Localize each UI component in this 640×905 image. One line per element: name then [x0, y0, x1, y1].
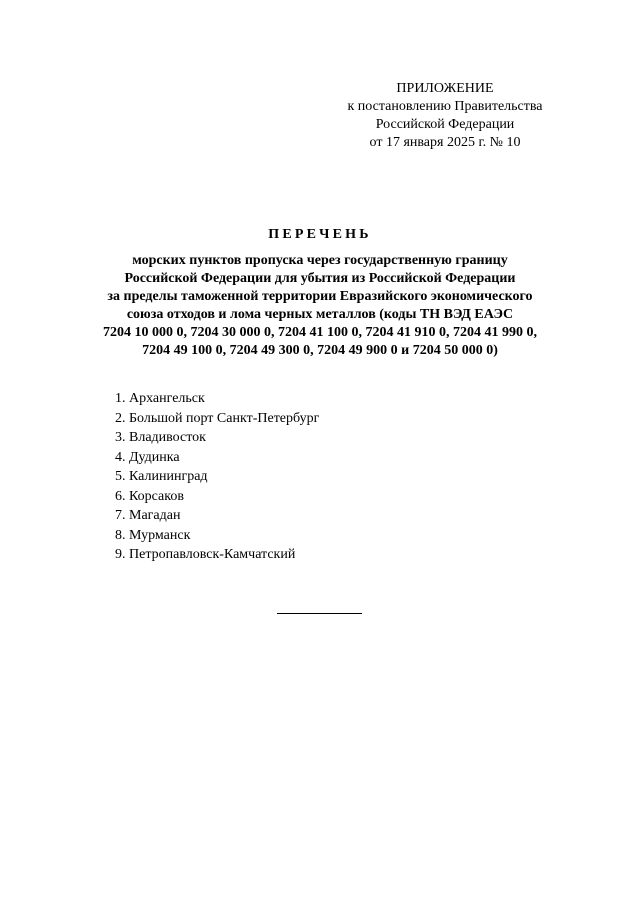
subtitle-line: 7204 10 000 0, 7204 30 000 0, 7204 41 100 0, 7204 41 910 0, 7204 41 990 0,: [103, 325, 537, 340]
list-item: 7. Магадан: [115, 508, 181, 523]
list-item: 2. Большой порт Санкт-Петербург: [115, 410, 320, 426]
list-item: 4. Дудинка: [115, 449, 180, 465]
document-title-block: [40, 226, 600, 360]
subtitle-line: 7204 49 100 0, 7204 49 300 0, 7204 49 900 0 и 7204 50 000 0): [142, 343, 498, 358]
subtitle-line: союза отходов и лома черных металлов (коды ТН ВЭД ЕАЭС: [126, 307, 514, 322]
appendix-resolution-line: к постановлению Правительства: [347, 99, 543, 114]
list-item: 8. Мурманск: [115, 527, 191, 543]
subtitle-line: Российской Федерации для убытия из Российской Федерации: [124, 271, 516, 286]
subtitle-line: морских пунктов пропуска через государственную границу: [132, 253, 508, 268]
document-subtitle: [40, 252, 600, 360]
end-divider: [277, 613, 362, 614]
ports-list: [115, 389, 319, 565]
list-item: 6. Корсаков: [115, 488, 184, 504]
appendix-government-line: Российской Федерации: [375, 117, 515, 132]
appendix-date-line: от 17 января 2025 г. № 10: [369, 135, 521, 150]
list-item: 9. Петропавловск-Камчатский: [115, 547, 296, 562]
list-item: 5. Калининград: [115, 469, 208, 484]
list-item: 3. Владивосток: [115, 430, 206, 445]
document-heading: ПЕРЕЧЕНЬ: [268, 227, 372, 242]
list-item: 1. Архангельск: [115, 391, 205, 406]
subtitle-line: за пределы таможенной территории Евразийского экономического: [107, 289, 533, 304]
appendix-label: ПРИЛОЖЕНИЕ: [396, 81, 494, 96]
appendix-block: [330, 80, 560, 152]
